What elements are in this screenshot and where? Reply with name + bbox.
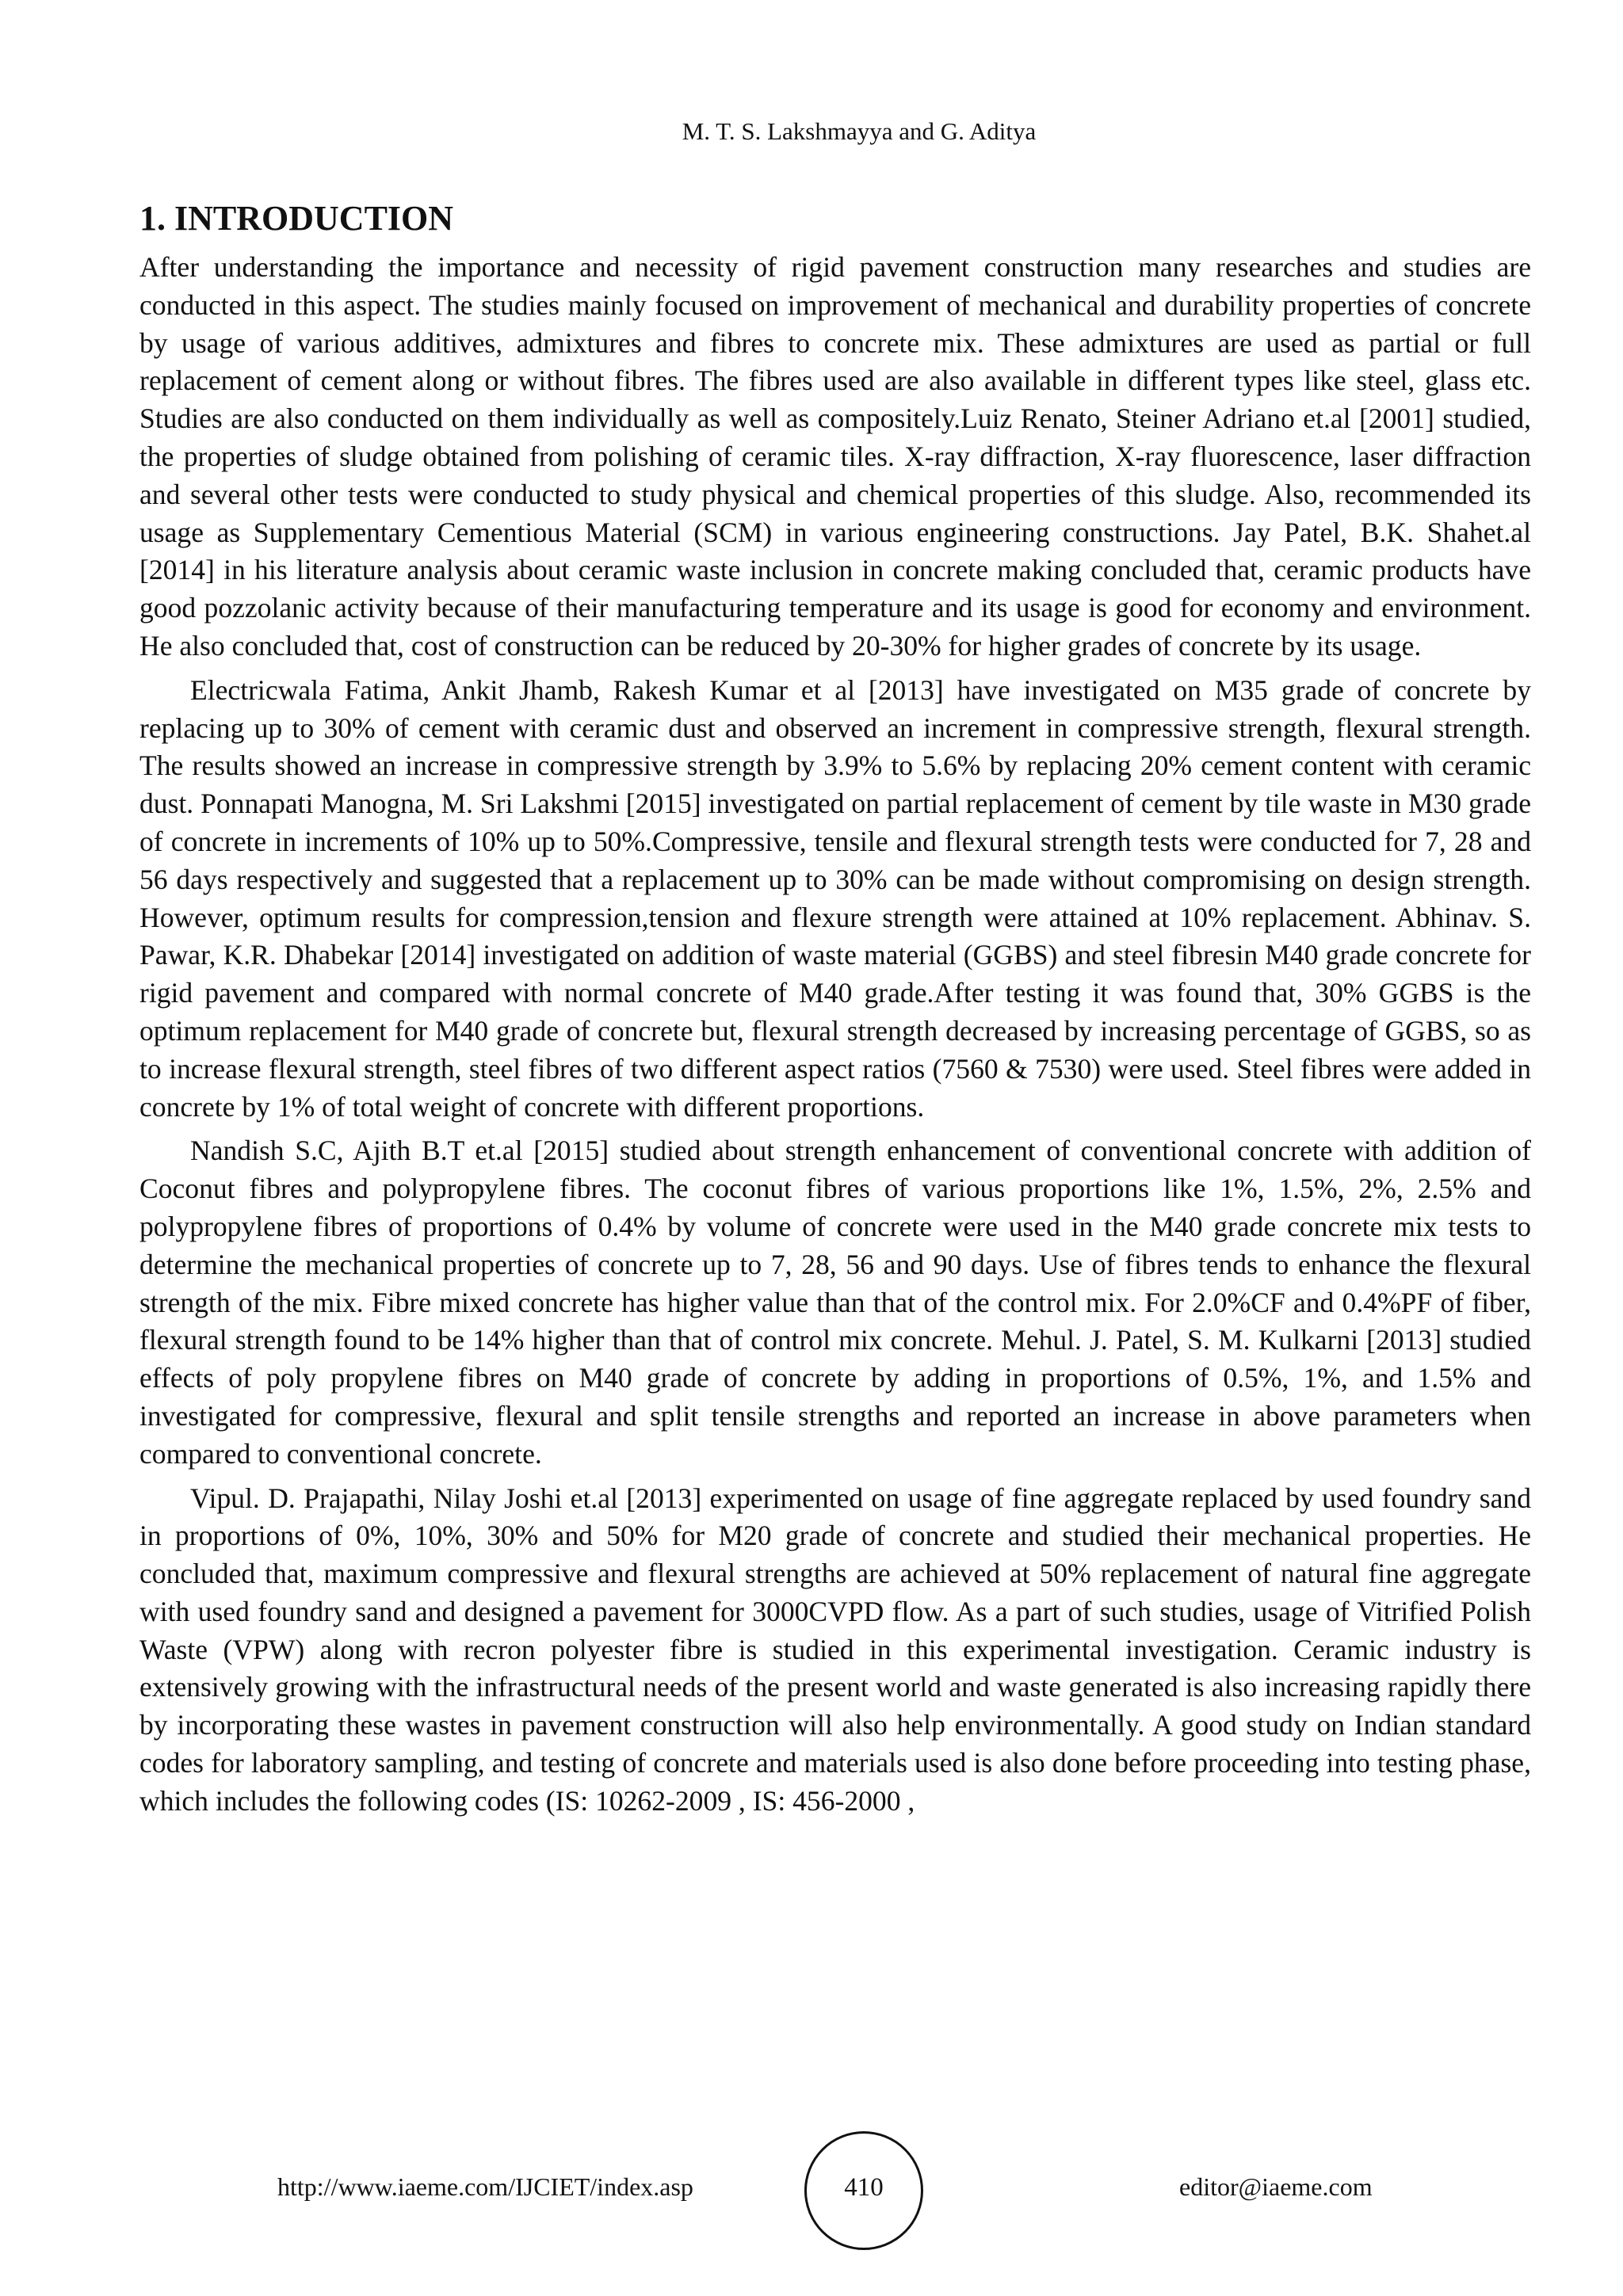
page-footer (0, 2131, 1623, 2250)
paragraph-intro: After understanding the importance and necessity of rigid pavement construction many researches and studies are conducted in this aspect. The studies mainly focused on improvement of mechanical and durability properties of concrete by usage of various additives, admixtures and fibres to concrete mix. These admixtures are used as partial or full replacement of cement along or without fibres. The fibres used are also available in different types like steel, glass etc. Studies are also conducted on them individually as well as compositely.Luiz Renato, Steiner Adriano et.al [2001] studied, the properties of sludge obtained from polishing of ceramic tiles. X-ray diffraction, X-ray fluorescence, laser diffraction and several other tests were conducted to study physical and chemical properties of this sludge. Also, recommended its usage as Supplementary Cementious Material (SCM) in various engineering constructions. Jay Patel, B.K. Shahet.al [2014] in his literature analysis about ceramic waste inclusion in concrete making concluded that, ceramic products have good pozzolanic activity because of their manufacturing temperature and its usage is good for economy and environment. He also concluded that, cost of construction can be reduced by 20-30% for higher grades of concrete by its usage. (139, 251, 1531, 662)
footer-email-link[interactable]: editor@iaeme.com (1179, 2172, 1373, 2201)
running-header: M. T. S. Lakshmayya and G. Aditya (682, 117, 1037, 145)
section-heading: 1. INTRODUCTION (139, 199, 454, 238)
page-number-circle (804, 2131, 923, 2250)
paragraph-foundry-sand: Vipul. D. Prajapathi, Nilay Joshi et.al [2013] experimented on usage of fine aggregate replaced by used foundry sand in proportions of 0%, 10%, 30% and 50% for M20 grade of concrete and studied their mechanical properties. He concluded that, maximum compressive and flexural strengths are achieved at 50% replacement of natural fine aggregate with used foundry sand and designed a pavement for 3000CVPD flow. As a part of such studies, usage of Vitrified Polish Waste (VPW) along with recron polyester fibre is studied in this experimental investigation. Ceramic industry is extensively growing with the infrastructural needs of the present world and waste generated is also increasing rapidly there by incorporating these wastes in pavement construction will also help environmentally. A good study on Indian standard codes for laboratory sampling, and testing of concrete and materials used is also done before proceeding into testing phase, which includes the following codes (IS: 10262-2009 , IS: 456-2000 , (139, 1482, 1531, 1817)
footer-url-link[interactable]: http://www.iaeme.com/IJCIET/index.asp (277, 2172, 693, 2201)
paragraph-ceramic-dust: Electricwala Fatima, Ankit Jhamb, Rakesh Kumar et al [2013] have investigated on M35 grade of concrete by replacing up to 30% of cement with ceramic dust and observed an increment in compressive strength, flexural strength. The results showed an increase in compressive strength by 3.9% to 5.6% by replacing 20% cement content with ceramic dust. Ponnapati Manogna, M. Sri Lakshmi [2015] investigated on partial replacement of cement by tile waste in M30 grade of concrete in increments of 10% up to 50%.Compressive, tensile and flexural strength tests were conducted for 7, 28 and 56 days respectively and suggested that a replacement up to 30% can be made without compromising on design strength. However, optimum results for compression,tension and flexure strength were attained at 10% replacement. Abhinav. S. Pawar, K.R. Dhabekar [2014] investigated on addition of waste material (GGBS) and steel fibresin M40 grade concrete for rigid pavement and compared with normal concrete of M40 grade.After testing it was found that, 30% GGBS is the optimum replacement for M40 grade of concrete but, flexural strength decreased by increasing percentage of GGBS, so as to increase flexural strength, steel fibres of two different aspect ratios (7560 & 7530) were used. Steel fibres were added in concrete by 1% of total weight of concrete with different proportions. (139, 673, 1531, 1123)
article-body (139, 196, 1531, 1827)
paragraph-fibres: Nandish S.C, Ajith B.T et.al [2015] studied about strength enhancement of conventional concrete with addition of Coconut fibres and polypropylene fibres. The coconut fibres of various proportions like 1%, 1.5%, 2%, 2.5% and polypropylene fibres of proportions of 0.4% by volume of concrete were used in the M40 grade concrete mix tests to determine the mechanical properties of concrete up to 7, 28, 56 and 90 days. Use of fibres tends to enhance the flexural strength of the mix. Fibre mixed concrete has higher value than that of the control mix. For 2.0%CF and 0.4%PF of fiber, flexural strength found to be 14% higher than that of control mix concrete. Mehul. J. Patel, S. M. Kulkarni [2013] studied effects of poly propylene fibres on M40 grade of concrete by adding in proportions of 0.5%, 1%, and 1.5% and investigated for compressive, flexural and split tensile strengths and reported an increase in above parameters when compared to conventional concrete. (139, 1135, 1531, 1470)
page-number: 410 (844, 2173, 884, 2202)
